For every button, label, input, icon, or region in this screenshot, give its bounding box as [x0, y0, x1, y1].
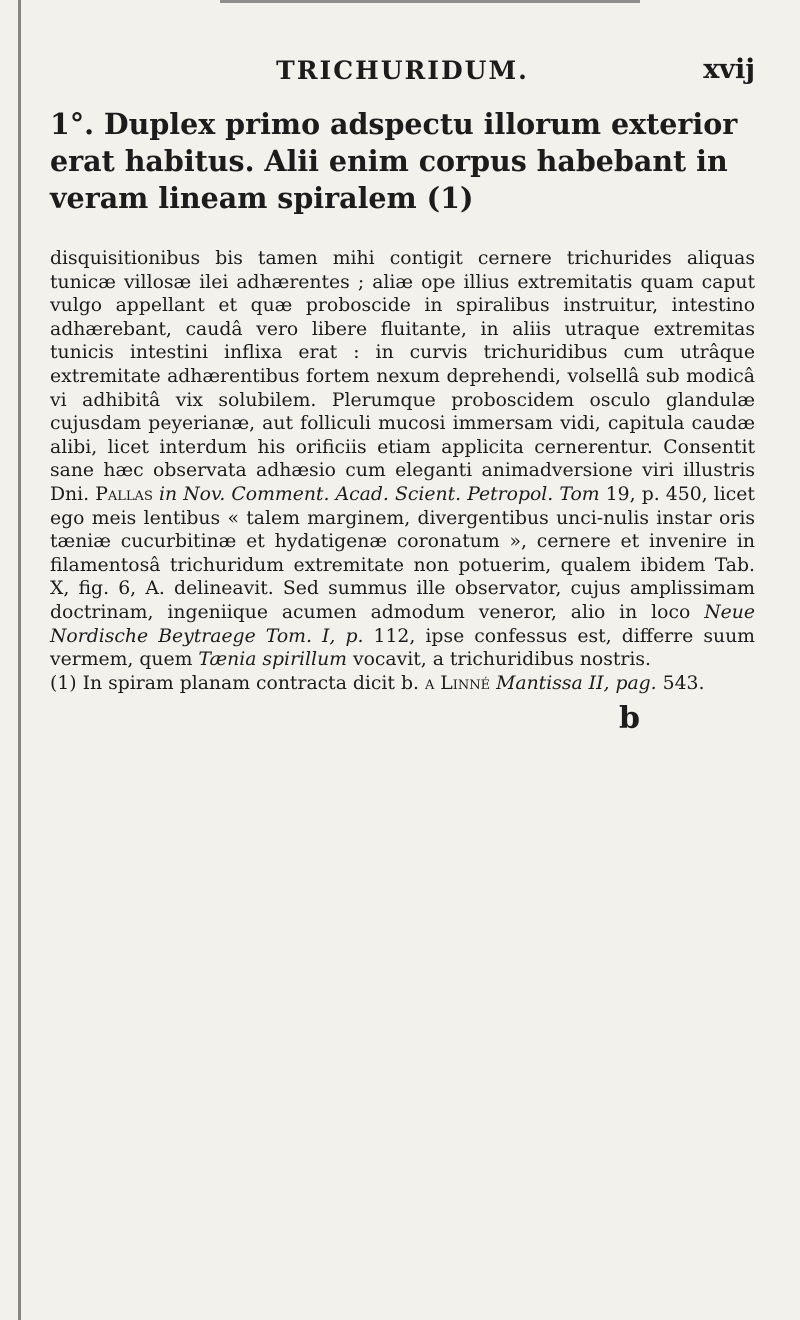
continuation-part3: 112, ipse confessus est, differre suum vermem, quem	[50, 625, 755, 671]
continuation-part2: 19, p. 450, licet ego meis lentibus « talem marginem, divergentibus unci-nulis instar oris tæniæ cucurbitinæ et hydatigenæ coronatum », cernere et invenire in filamentosâ trichuridum extremitate non potuerim, qualem ibidem Tab. X, fig. 6, A. delineavit. Sed summus ille observator, cujus amplissimam doctrinam, ingeniique acumen admodum veneror, alio in loco	[50, 483, 755, 623]
footnote-author: a Linné	[424, 672, 491, 694]
citation-neue-beytraege: Neue Nordische Beytraege Tom. I, p.	[50, 601, 755, 647]
page-edge	[18, 0, 21, 1320]
footnote-citation: Mantissa II, pag.	[496, 672, 657, 694]
continuation-text	[50, 247, 755, 672]
main-paragraph	[50, 106, 755, 217]
top-mark	[220, 0, 640, 3]
continuation-part4: vocavit, a trichuridibus nostris.	[352, 649, 652, 671]
continuation-part1: disquisitionibus bis tamen mihi contigit cernere trichurides aliquas tunicæ villosæ ilei adhærentes ; aliæ ope illius extremitatis quam caput vulgo appellant et quæ proboscide in spiralibus instruitur, intestino adhærebant, caudâ vero libere fluitante, in aliis utraque extremitas tunicis intestini inflixa erat : in curvis trichuridibus cum utrâque extremitate adhærentibus fortem nexum deprehendi, volsellâ sub modicâ vi adhibitâ vix solubilem. Plerumque proboscidem osculo glandulæ cujusdam peyerianæ, aut folliculi mucosi immersam vidi, capitula caudæ alibi, licet interdum his orificiis etiam applicita cernerentur. Consentit sane hæc observata adhæsio cum eleganti animadversione viri illustris Dni.	[50, 248, 755, 505]
page-number: xvij	[703, 54, 755, 85]
footnote-marker: (1)	[50, 672, 77, 694]
citation-taenia-spirillum: Tænia spirillum	[198, 649, 347, 671]
footnote	[50, 672, 755, 696]
footnote-page: 543.	[662, 672, 705, 694]
running-head	[50, 56, 755, 92]
footnote-text: In spiram planam contracta dicit b.	[82, 672, 419, 694]
author-pallas: Pallas	[95, 483, 153, 505]
running-head-title: TRICHURIDUM.	[276, 56, 529, 85]
main-paragraph-text: 1°. Duplex primo adspectu illorum exterior erat habitus. Alii enim corpus habebant in veram lineam spiralem (1)	[50, 107, 738, 215]
signature-mark: b	[619, 701, 640, 737]
continuation-notes	[50, 247, 755, 695]
book-page	[50, 56, 755, 736]
citation-novi-commentarii: in Nov. Comment. Acad. Scient. Petropol. Tom	[158, 483, 600, 505]
